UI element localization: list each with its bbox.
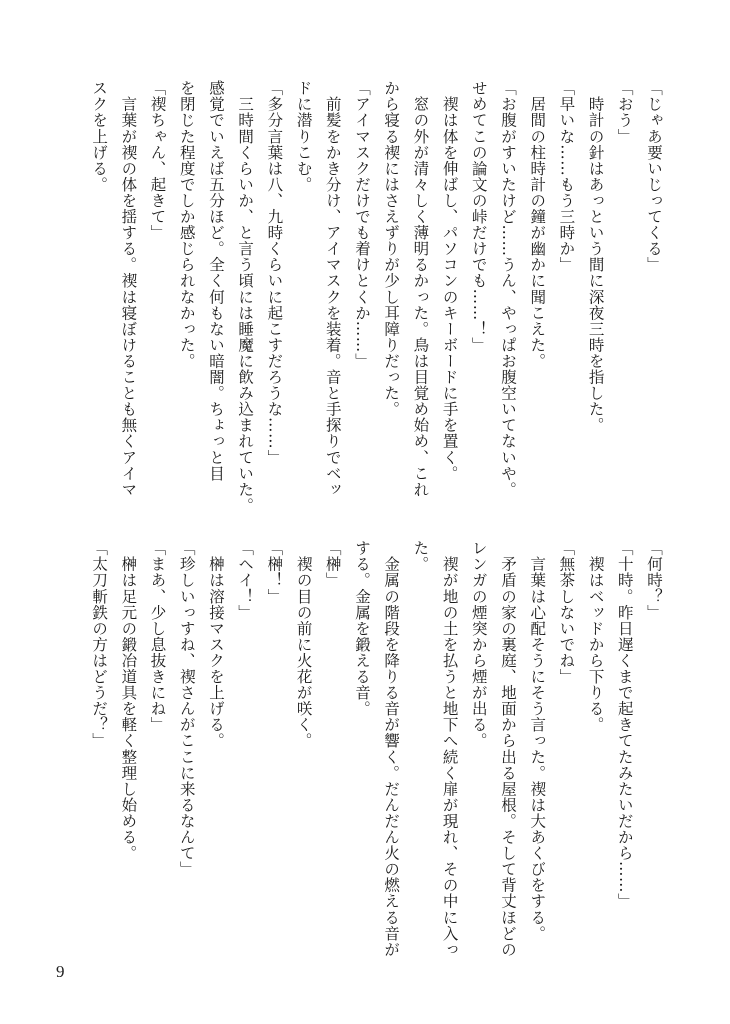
text-line: ドに潜りこむ。 [294,80,313,193]
text-line: 禊は体を伸ばし、パソコンのキーボードに手を置く。 [440,80,459,482]
text-line: 「おう」 [615,80,634,145]
text-line: 「禊ちゃん、起きて」 [148,80,167,241]
text-line: 禊が地の土を払うと地下へ続く扉が現れ、その中に入っ [440,540,459,958]
text-line: せめてこの論文の峠だけでも……！」 [469,80,488,353]
text-line: 三時間くらいか、と言う頃には睡魔に飲み込まれていた。 [236,80,255,514]
text-line: 時計の針はあっという間に深夜三時を指した。 [586,80,605,434]
text-line: 矛盾の家の裏庭、地面から出る屋根。そして背丈ほどの [498,540,517,958]
text-line: 「早いな……もう三時か」 [557,80,576,273]
text-line: 禊の目の前に火花が咲く。 [294,540,313,749]
lower-text-block [62,540,668,978]
text-line: 「十時。昨日遅くまで起きてたみたいだから……」 [615,540,634,910]
text-line: 「珍しいっすね、禊さんがここに来るなんて」 [177,540,196,878]
page-number: 9 [56,962,65,981]
text-line: 榊は溶接マスクを上げる。 [206,540,225,749]
text-line: 感覚でいえば五分ほど。全く何もない暗闇。ちょっと目 [206,80,225,482]
text-line: 窓の外が清々しく薄明るかった。鳥は目覚め始め、これ [411,80,430,498]
text-line: 禊はベッドから下りる。 [586,540,605,733]
text-line: 「無茶しないでね」 [557,540,576,685]
text-line: 「じゃあ要いじってくる」 [645,80,663,273]
text-line: から寝る禊にはさえずりが少し耳障りだった。 [382,80,401,418]
text-line: 居間の柱時計の鐘が幽かに聞こえた。 [528,80,547,369]
text-line: 「まあ、少し息抜きにね」 [148,540,167,733]
text-line: 前髪をかき分け、アイマスクを装着。音と手探りでベッ [323,80,342,498]
text-line: を閉じた程度でしか感じられなかった。 [177,80,196,369]
text-line: 「アイマスクだけでも着けとくか……」 [352,80,371,369]
text-line: 「多分言葉は八、九時くらいに起こすだろうな……」 [265,80,284,466]
text-line: 金属の階段を降りる音が響く。だんだん火の燃える音が [382,540,401,958]
text-line: 「ヘイ！」 [236,540,255,621]
text-line: 榊は足元の鍛冶道具を軽く整理し始める。 [119,540,138,861]
text-line: 言葉が禊の体を揺する。禊は寝ぼけることも無くアイマ [119,80,138,498]
text-line: スクを上げる。 [90,80,109,193]
upper-text-block [62,80,668,520]
text-line: 言葉は心配そうにそう言った。禊は大あくびをする。 [528,540,547,942]
text-line: 「何時？」 [645,540,663,621]
text-line: 「榊」 [323,540,342,589]
text-line: 「榊！」 [265,540,284,605]
text-line: する。金属を鍛える音。 [352,540,371,717]
text-line: 「太刀斬鉄の方はどうだ？」 [90,540,109,749]
text-line: た。 [411,540,430,573]
text-line: 「お腹がすいたけど……うん、やっぱお腹空いてないや。 [498,80,517,498]
text-line: レンガの煙突から煙が出る。 [469,540,488,749]
